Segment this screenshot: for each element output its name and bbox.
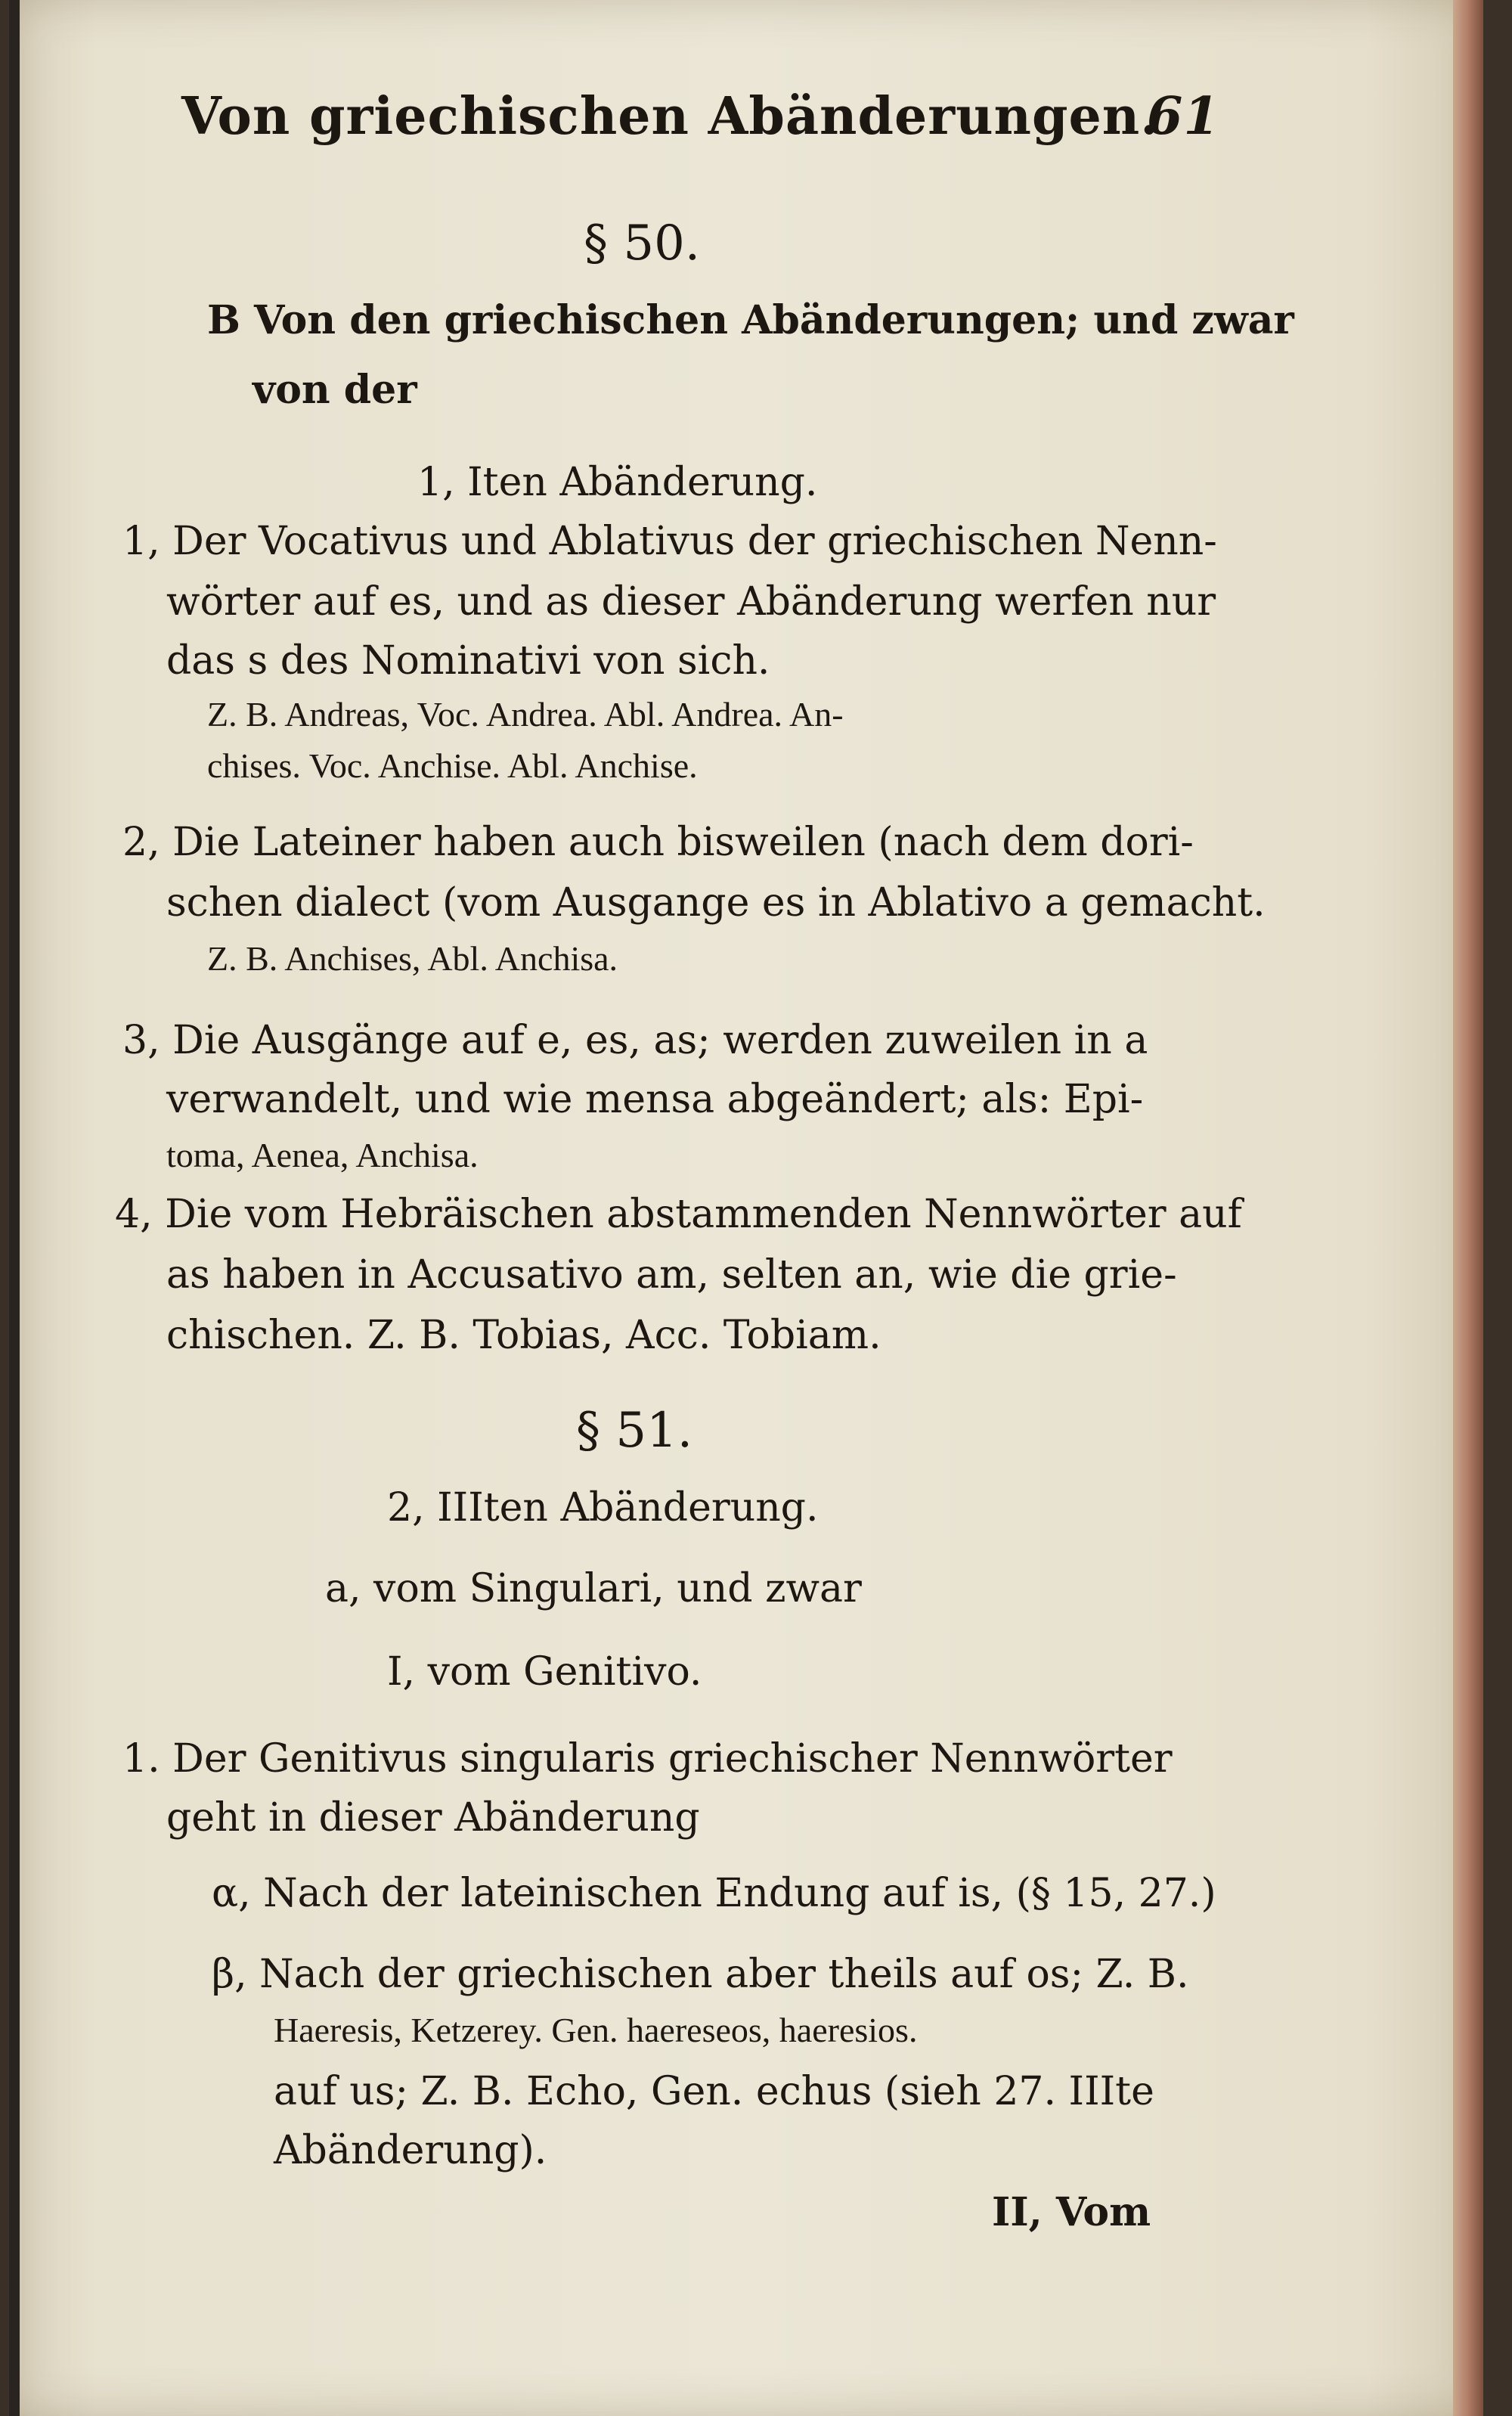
section-50-subheading: 1, Iten Abänderung. bbox=[417, 460, 818, 505]
section-51-sub-a: a, vom Singulari, und zwar bbox=[325, 1566, 862, 1611]
section-51-rule-1-line-1: 1. Der Genitivus singularis griechischer Nennwörter bbox=[122, 1736, 1173, 1782]
rule-2-example: Z. B. Anchises, Abl. Anchisa. bbox=[207, 939, 618, 978]
alpha-rule: α, Nach der lateinischen Endung auf is, (§ 15, 27.) bbox=[212, 1871, 1216, 1916]
beta-rule-line-2: Haeresis, Ketzerey. Gen. haereseos, haeresios. bbox=[274, 2011, 918, 2049]
rule-3-line-1: 3, Die Ausgänge auf e, es, as; werden zuweilen in a bbox=[122, 1018, 1148, 1063]
section-50-number: § 50. bbox=[584, 216, 701, 271]
rule-2-line-2: schen dialect (vom Ausgange es in Ablativo a gemacht. bbox=[166, 880, 1266, 926]
section-50-intro-line-1: B Von den griechischen Abänderungen; und zwar bbox=[207, 297, 1294, 343]
rule-1-line-3: das s des Nominativi von sich. bbox=[166, 638, 770, 684]
page-edge bbox=[1453, 0, 1483, 2416]
rule-1-example-line-1: Z. B. Andreas, Voc. Andrea. Abl. Andrea. An- bbox=[207, 695, 844, 733]
section-51-rule-1-line-2: geht in dieser Abänderung bbox=[166, 1795, 700, 1841]
beta-rule-line-4: Abänderung). bbox=[274, 2128, 547, 2173]
rule-2-line-1: 2, Die Lateiner haben auch bisweilen (nach dem dori- bbox=[122, 820, 1194, 865]
book-page bbox=[9, 0, 1483, 2416]
rule-4-line-2: as haben in Accusativo am, selten an, wie die grie- bbox=[166, 1252, 1177, 1298]
running-title: Von griechischen Abänderungen. bbox=[181, 86, 1159, 147]
catchword: II, Vom bbox=[992, 2189, 1151, 2235]
rule-4-line-3: chischen. Z. B. Tobias, Acc. Tobiam. bbox=[166, 1313, 881, 1358]
page-number: 61 bbox=[1147, 86, 1220, 147]
rule-1-line-1: 1, Der Vocativus und Ablativus der griechischen Nenn- bbox=[122, 519, 1217, 564]
section-51-number: § 51. bbox=[576, 1403, 693, 1459]
beta-rule-line-1: β, Nach der griechischen aber theils auf os; Z. B. bbox=[212, 1952, 1189, 1997]
rule-3-line-3: toma, Aenea, Anchisa. bbox=[166, 1136, 479, 1174]
rule-1-line-2: wörter auf es, und as dieser Abänderung werfen nur bbox=[166, 579, 1216, 625]
page-gutter bbox=[9, 0, 20, 2416]
rule-1-example-line-2: chises. Voc. Anchise. Abl. Anchise. bbox=[207, 746, 698, 785]
rule-3-line-2: verwandelt, und wie mensa abgeändert; als: Epi- bbox=[166, 1077, 1144, 1122]
section-50-intro-line-2: von der bbox=[253, 367, 417, 413]
beta-rule-line-3: auf us; Z. B. Echo, Gen. echus (sieh 27. IIIte bbox=[274, 2069, 1154, 2114]
rule-4-line-1: 4, Die vom Hebräischen abstammenden Nennwörter auf bbox=[115, 1192, 1242, 1237]
section-51-sub-i: I, vom Genitivo. bbox=[387, 1649, 702, 1695]
section-51-subheading: 2, IIIten Abänderung. bbox=[387, 1485, 819, 1531]
